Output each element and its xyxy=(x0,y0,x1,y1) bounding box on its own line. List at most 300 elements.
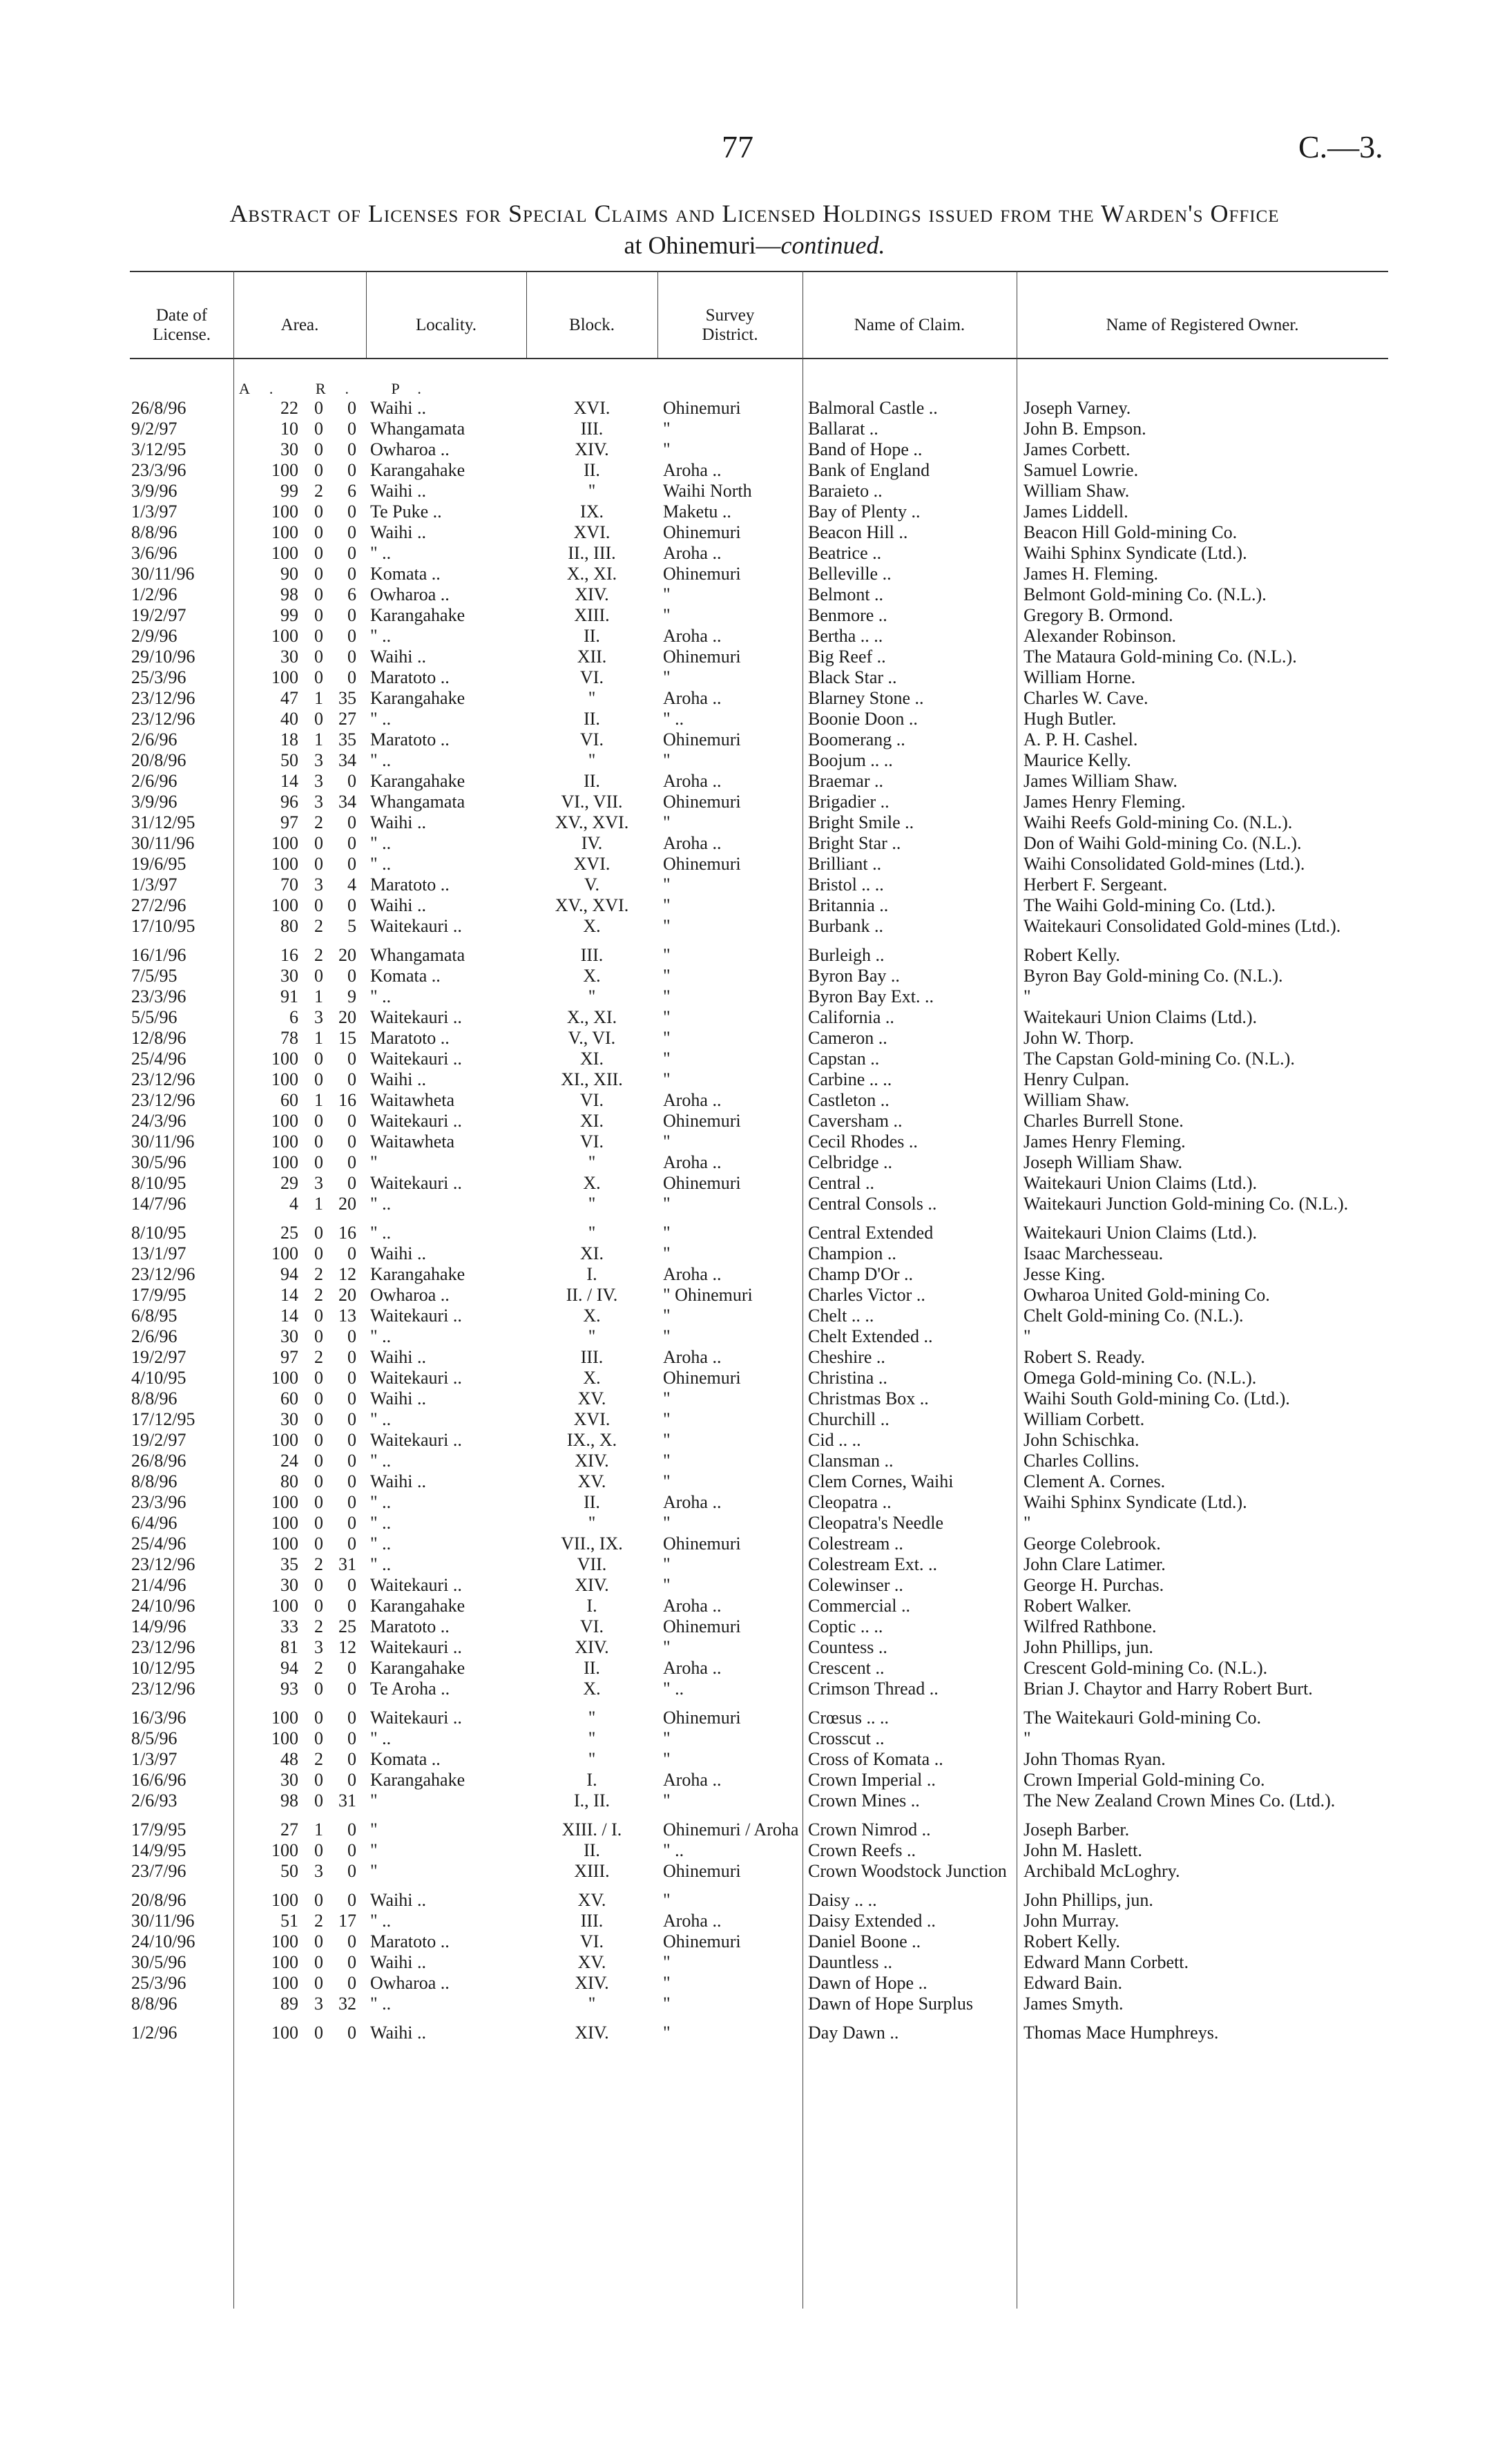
header-survey-district: Survey District. xyxy=(702,306,758,344)
table-row xyxy=(130,1028,1388,1049)
cell-block: " xyxy=(588,1728,596,1748)
table-row xyxy=(130,729,1388,750)
cell-acres: 100 xyxy=(271,895,298,915)
cell-date: 30/11/96 xyxy=(131,1131,195,1152)
cell-survey-district: Waihi North xyxy=(663,481,752,501)
cell-area xyxy=(233,966,366,986)
cell-block: X. xyxy=(583,1306,601,1326)
cell-locality: Owharoa .. xyxy=(370,1973,450,1993)
cell-locality: Karangahake xyxy=(370,605,465,625)
cell-survey-district: Aroha .. xyxy=(663,688,722,708)
cell-claim-name: Colestream Ext. .. xyxy=(808,1554,938,1574)
cell-locality: " xyxy=(370,1840,378,1860)
cell-owner-name: " xyxy=(1023,1513,1031,1533)
cell-survey-district: " xyxy=(663,1430,671,1450)
cell-perches: 0 xyxy=(347,1596,356,1616)
cell-locality: Waihi .. xyxy=(370,2023,426,2043)
cell-date: 23/12/96 xyxy=(131,1264,195,1284)
cell-claim-name: Carbine .. .. xyxy=(808,1069,892,1089)
cell-survey-district: " xyxy=(663,1194,671,1214)
cell-date: 23/12/96 xyxy=(131,1637,195,1657)
cell-locality: Waihi .. xyxy=(370,1388,426,1408)
cell-area xyxy=(233,945,366,966)
cell-perches: 0 xyxy=(347,1749,356,1769)
cell-block: XV. xyxy=(577,1471,606,1491)
cell-locality: " .. xyxy=(370,1492,392,1512)
cell-acres: 100 xyxy=(271,1152,298,1172)
cell-block: XIV. xyxy=(575,1637,609,1657)
cell-roods: 0 xyxy=(314,1973,323,1993)
table-row xyxy=(130,502,1388,522)
cell-claim-name: Cameron .. xyxy=(808,1028,887,1048)
cell-roods: 1 xyxy=(314,986,323,1006)
cell-survey-district: " xyxy=(663,1637,671,1657)
cell-date: 16/1/96 xyxy=(131,945,186,965)
cell-acres: 97 xyxy=(280,812,298,832)
cell-survey-district: Ohinemuri / Aroha xyxy=(663,1820,799,1840)
cell-owner-name: The Waitekauri Gold-mining Co. xyxy=(1023,1708,1262,1728)
cell-roods: 0 xyxy=(314,1492,323,1512)
cell-survey-district: " xyxy=(663,1554,671,1574)
cell-date: 3/6/96 xyxy=(131,543,177,563)
table-row xyxy=(130,626,1388,647)
cell-perches: 0 xyxy=(347,1451,356,1471)
cell-date: 16/3/96 xyxy=(131,1708,186,1728)
cell-area xyxy=(233,1471,366,1492)
table-row xyxy=(130,1708,1388,1728)
cell-perches: 15 xyxy=(338,1028,356,1048)
cell-area xyxy=(233,1770,366,1790)
cell-owner-name: Wilfred Rathbone. xyxy=(1023,1616,1157,1636)
cell-survey-district: " xyxy=(663,1790,671,1811)
table-row xyxy=(130,1368,1388,1388)
cell-owner-name: The Mataura Gold-mining Co. (N.L.). xyxy=(1023,647,1297,667)
cell-perches: 0 xyxy=(347,502,356,522)
cell-area xyxy=(233,647,366,667)
cell-survey-district: Aroha .. xyxy=(663,1911,722,1931)
cell-perches: 0 xyxy=(347,1770,356,1790)
cell-claim-name: Cleopatra .. xyxy=(808,1492,892,1512)
cell-survey-district: Aroha .. xyxy=(663,1347,722,1367)
cell-perches: 16 xyxy=(338,1090,356,1110)
cell-locality: " .. xyxy=(370,1728,392,1748)
cell-date: 7/5/95 xyxy=(131,966,177,986)
cell-date: 30/11/96 xyxy=(131,1911,195,1931)
cell-perches: 0 xyxy=(347,419,356,439)
cell-survey-district: " xyxy=(663,1409,671,1429)
table-row xyxy=(130,1069,1388,1090)
table-row xyxy=(130,812,1388,833)
cell-date: 30/11/96 xyxy=(131,833,195,853)
cell-claim-name: Beatrice .. xyxy=(808,543,882,563)
cell-date: 8/5/96 xyxy=(131,1728,177,1748)
cell-claim-name: Churchill .. xyxy=(808,1409,890,1429)
table-row xyxy=(130,1575,1388,1596)
cell-roods: 2 xyxy=(314,812,323,832)
cell-owner-name: William Shaw. xyxy=(1023,1090,1130,1110)
cell-acres: 94 xyxy=(280,1658,298,1678)
cell-owner-name: Joseph William Shaw. xyxy=(1023,1152,1183,1172)
cell-owner-name: Isaac Marchesseau. xyxy=(1023,1243,1164,1263)
cell-claim-name: Cid .. .. xyxy=(808,1430,861,1450)
cell-perches: 0 xyxy=(347,460,356,480)
table-title xyxy=(0,198,1509,261)
table-row xyxy=(130,564,1388,584)
cell-roods: 0 xyxy=(314,626,323,646)
cell-perches: 0 xyxy=(347,1409,356,1429)
cell-owner-name: John M. Haslett. xyxy=(1023,1840,1142,1860)
cell-perches: 20 xyxy=(338,1194,356,1214)
cell-locality: " .. xyxy=(370,709,392,729)
cell-roods: 0 xyxy=(314,1471,323,1491)
cell-perches: 0 xyxy=(347,647,356,667)
cell-date: 3/9/96 xyxy=(131,481,177,501)
cell-roods: 3 xyxy=(314,1861,323,1881)
cell-block: " xyxy=(588,1994,596,2014)
cell-block: " xyxy=(588,1152,596,1172)
cell-date: 4/10/95 xyxy=(131,1368,186,1388)
cell-acres: 100 xyxy=(271,1973,298,1993)
cell-acres: 100 xyxy=(271,1596,298,1616)
cell-area xyxy=(233,1028,366,1049)
cell-claim-name: Boomerang .. xyxy=(808,729,905,749)
cell-survey-district: Ohinemuri xyxy=(663,522,741,542)
cell-acres: 100 xyxy=(271,1931,298,1951)
cell-area xyxy=(233,1911,366,1931)
table-row xyxy=(130,1770,1388,1790)
cell-date: 25/4/96 xyxy=(131,1534,186,1554)
cell-area xyxy=(233,1194,366,1214)
cell-locality: " .. xyxy=(370,1911,392,1931)
cell-area xyxy=(233,1492,366,1513)
cell-survey-district: Ohinemuri xyxy=(663,1616,741,1636)
cell-date: 8/8/96 xyxy=(131,1994,177,2014)
cell-locality: Te Aroha .. xyxy=(370,1679,450,1699)
cell-locality: Waitekauri .. xyxy=(370,1430,462,1450)
cell-survey-district: Ohinemuri xyxy=(663,1931,741,1951)
cell-claim-name: Brilliant .. xyxy=(808,854,882,874)
cell-survey-district: " xyxy=(663,1388,671,1408)
cell-area xyxy=(233,1616,366,1637)
cell-perches: 0 xyxy=(347,1326,356,1346)
cell-block: XIII. xyxy=(574,1861,610,1881)
cell-owner-name: Brian J. Chaytor and Harry Robert Burt. xyxy=(1023,1679,1313,1699)
cell-acres: 78 xyxy=(280,1028,298,1048)
table-row xyxy=(130,771,1388,792)
cell-survey-district: Aroha .. xyxy=(663,833,722,853)
cell-roods: 0 xyxy=(314,1111,323,1131)
cell-date: 14/9/95 xyxy=(131,1840,186,1860)
cell-area xyxy=(233,729,366,750)
table-row xyxy=(130,1285,1388,1306)
cell-locality: Owharoa .. xyxy=(370,1285,450,1305)
cell-block: XV., XVI. xyxy=(555,812,629,832)
cell-date: 21/4/96 xyxy=(131,1575,186,1595)
cell-locality: Karangahake xyxy=(370,460,465,480)
cell-date: 23/7/96 xyxy=(131,1861,186,1881)
cell-date: 1/2/96 xyxy=(131,584,177,604)
cell-survey-district: " .. xyxy=(663,709,684,729)
cell-survey-district: " xyxy=(663,945,671,965)
cell-locality: Waihi .. xyxy=(370,647,426,667)
cell-perches: 0 xyxy=(347,1820,356,1840)
cell-owner-name: James Henry Fleming. xyxy=(1023,1131,1186,1152)
cell-perches: 0 xyxy=(347,398,356,418)
cell-area xyxy=(233,1223,366,1243)
cell-date: 3/12/95 xyxy=(131,439,186,459)
cell-area xyxy=(233,1575,366,1596)
cell-locality: Maratoto .. xyxy=(370,1028,450,1048)
table-row xyxy=(130,1152,1388,1173)
cell-perches: 0 xyxy=(347,626,356,646)
cell-acres: 93 xyxy=(280,1679,298,1699)
cell-perches: 25 xyxy=(338,1616,356,1636)
cell-claim-name: Crown Imperial .. xyxy=(808,1770,936,1790)
cell-locality: " .. xyxy=(370,1513,392,1533)
cell-survey-district: Ohinemuri xyxy=(663,854,741,874)
cell-roods: 1 xyxy=(314,688,323,708)
cell-owner-name: Waihi Reefs Gold-mining Co. (N.L.). xyxy=(1023,812,1293,832)
cell-owner-name: Hugh Butler. xyxy=(1023,709,1117,729)
cell-date: 30/11/96 xyxy=(131,564,195,584)
cell-acres: 100 xyxy=(271,626,298,646)
cell-claim-name: Dawn of Hope .. xyxy=(808,1973,927,1993)
cell-claim-name: Beacon Hill .. xyxy=(808,522,908,542)
table-row xyxy=(130,833,1388,854)
cell-block: X. xyxy=(583,1368,601,1388)
cell-perches: 6 xyxy=(347,584,356,604)
cell-roods: 0 xyxy=(314,1069,323,1089)
cell-block: " xyxy=(588,481,596,501)
cell-owner-name: William Corbett. xyxy=(1023,1409,1145,1429)
cell-date: 19/2/97 xyxy=(131,605,186,625)
cell-perches: 31 xyxy=(338,1790,356,1811)
cell-claim-name: Christmas Box .. xyxy=(808,1388,929,1408)
cell-area xyxy=(233,1513,366,1534)
cell-locality: Komata .. xyxy=(370,1749,441,1769)
cell-acres: 100 xyxy=(271,460,298,480)
cell-area xyxy=(233,916,366,937)
cell-roods: 0 xyxy=(314,1223,323,1243)
cell-date: 23/12/96 xyxy=(131,1554,195,1574)
cell-block: XIV. xyxy=(575,1451,609,1471)
cell-owner-name: Waihi Consolidated Gold-mines (Ltd.). xyxy=(1023,854,1305,874)
cell-locality: Karangahake xyxy=(370,1264,465,1284)
cell-date: 31/12/95 xyxy=(131,812,195,832)
table-row xyxy=(130,1194,1388,1214)
table-row xyxy=(130,1049,1388,1069)
cell-area xyxy=(233,812,366,833)
cell-area xyxy=(233,875,366,895)
cell-block: " xyxy=(588,1194,596,1214)
cell-roods: 0 xyxy=(314,1409,323,1429)
table-row xyxy=(130,1952,1388,1973)
cell-block: VI. xyxy=(580,1931,604,1951)
cell-block: XVI. xyxy=(573,398,611,418)
cell-locality: Maratoto .. xyxy=(370,1616,450,1636)
cell-claim-name: Balmoral Castle .. xyxy=(808,398,938,418)
cell-area xyxy=(233,1243,366,1264)
cell-area xyxy=(233,1534,366,1554)
cell-roods: 0 xyxy=(314,1952,323,1972)
cell-roods: 0 xyxy=(314,1575,323,1595)
cell-block: II. xyxy=(584,771,600,791)
cell-block: I. xyxy=(586,1264,597,1284)
cell-area xyxy=(233,605,366,626)
cell-block: " xyxy=(588,1326,596,1346)
cell-survey-district: " xyxy=(663,1471,671,1491)
cell-perches: 0 xyxy=(347,1658,356,1678)
cell-acres: 100 xyxy=(271,1513,298,1533)
cell-locality: " .. xyxy=(370,626,392,646)
cell-locality: Waitawheta xyxy=(370,1131,455,1152)
cell-block: XIV. xyxy=(575,1973,609,1993)
cell-survey-district: Ohinemuri xyxy=(663,1173,741,1193)
table-row xyxy=(130,398,1388,419)
cell-claim-name: Burbank .. xyxy=(808,916,884,936)
cell-perches: 0 xyxy=(347,605,356,625)
cell-claim-name: Coptic .. .. xyxy=(808,1616,883,1636)
cell-survey-district: " xyxy=(663,1513,671,1533)
cell-locality: Waitekauri .. xyxy=(370,1306,462,1326)
cell-survey-district: " xyxy=(663,2023,671,2043)
cell-owner-name: William Shaw. xyxy=(1023,481,1130,501)
cell-acres: 30 xyxy=(280,439,298,459)
cell-claim-name: Daisy .. .. xyxy=(808,1890,877,1910)
cell-area xyxy=(233,584,366,605)
cell-acres: 100 xyxy=(271,1952,298,1972)
row-spacer xyxy=(130,2014,1388,2023)
cell-block: II. xyxy=(584,1658,600,1678)
cell-perches: 0 xyxy=(347,564,356,584)
cell-owner-name: Waihi Sphinx Syndicate (Ltd.). xyxy=(1023,543,1247,563)
cell-survey-district: Aroha .. xyxy=(663,460,722,480)
cell-locality: Waihi .. xyxy=(370,1243,426,1263)
cell-date: 6/4/96 xyxy=(131,1513,177,1533)
cell-block: XIII. / I. xyxy=(561,1820,622,1840)
cell-date: 19/2/97 xyxy=(131,1430,186,1450)
cell-survey-district: Ohinemuri xyxy=(663,1708,741,1728)
cell-survey-district: " xyxy=(663,986,671,1006)
cell-locality: " .. xyxy=(370,1194,392,1214)
cell-locality: Waihi .. xyxy=(370,481,426,501)
cell-owner-name: Beacon Hill Gold-mining Co. xyxy=(1023,522,1238,542)
cell-locality: " xyxy=(370,1820,378,1840)
cell-area xyxy=(233,771,366,792)
cell-survey-district: Ohinemuri xyxy=(663,1368,741,1388)
cell-area xyxy=(233,1861,366,1882)
cell-date: 23/12/96 xyxy=(131,1679,195,1699)
cell-acres: 30 xyxy=(280,1326,298,1346)
cell-block: XI. xyxy=(580,1111,604,1131)
cell-acres: 60 xyxy=(280,1388,298,1408)
cell-survey-district: Ohinemuri xyxy=(663,564,741,584)
cell-block: VII. xyxy=(577,1554,607,1574)
cell-acres: 100 xyxy=(271,2023,298,2043)
cell-perches: 20 xyxy=(338,945,356,965)
cell-acres: 24 xyxy=(280,1451,298,1471)
cell-block: " xyxy=(588,750,596,770)
cell-claim-name: Chelt Extended .. xyxy=(808,1326,933,1346)
cell-claim-name: Colewinser .. xyxy=(808,1575,903,1595)
cell-roods: 0 xyxy=(314,1534,323,1554)
cell-area xyxy=(233,1994,366,2014)
cell-owner-name: Waitekauri Consolidated Gold-mines (Ltd.). xyxy=(1023,916,1341,936)
cell-claim-name: Dawn of Hope Surplus xyxy=(808,1994,974,2014)
cell-claim-name: California .. xyxy=(808,1007,894,1027)
cell-claim-name: Crown Reefs .. xyxy=(808,1840,916,1860)
cell-acres: 51 xyxy=(280,1911,298,1931)
cell-owner-name: Waitekauri Union Claims (Ltd.). xyxy=(1023,1223,1257,1243)
cell-claim-name: Caversham .. xyxy=(808,1111,903,1131)
cell-block: " xyxy=(588,1513,596,1533)
cell-perches: 5 xyxy=(347,916,356,936)
table-row xyxy=(130,1388,1388,1409)
cell-owner-name: Belmont Gold-mining Co. (N.L.). xyxy=(1023,584,1267,604)
cell-area xyxy=(233,1840,366,1861)
cell-claim-name: Crown Mines .. xyxy=(808,1790,920,1811)
cell-owner-name: Owharoa United Gold-mining Co. xyxy=(1023,1285,1270,1305)
cell-date: 25/3/96 xyxy=(131,1973,186,1993)
cell-owner-name: Samuel Lowrie. xyxy=(1023,460,1139,480)
cell-acres: 90 xyxy=(280,564,298,584)
cell-survey-district: Ohinemuri xyxy=(663,1861,741,1881)
cell-acres: 89 xyxy=(280,1994,298,2014)
cell-block: II. xyxy=(584,1492,600,1512)
cell-owner-name: Crown Imperial Gold-mining Co. xyxy=(1023,1770,1265,1790)
cell-survey-district: " xyxy=(663,584,671,604)
cell-survey-district: Aroha .. xyxy=(663,1770,722,1790)
cell-roods: 0 xyxy=(314,854,323,874)
title-line-2: at Ohinemuri—continued. xyxy=(624,231,885,259)
cell-perches: 0 xyxy=(347,1952,356,1972)
cell-acres: 100 xyxy=(271,522,298,542)
cell-locality: Karangahake xyxy=(370,688,465,708)
cell-survey-district: " xyxy=(663,439,671,459)
cell-area xyxy=(233,2023,366,2043)
cell-owner-name: James Henry Fleming. xyxy=(1023,792,1186,812)
cell-block: XII. xyxy=(577,647,607,667)
table-row xyxy=(130,1931,1388,1952)
cell-acres: 16 xyxy=(280,945,298,965)
cell-survey-district: Ohinemuri xyxy=(663,1534,741,1554)
cell-survey-district: " xyxy=(663,1028,671,1048)
cell-claim-name: Cecil Rhodes .. xyxy=(808,1131,918,1152)
cell-locality: Waitekauri .. xyxy=(370,1368,462,1388)
cell-survey-district: " xyxy=(663,1243,671,1263)
cell-survey-district: Aroha .. xyxy=(663,543,722,563)
cell-block: X. xyxy=(583,966,601,986)
table-row xyxy=(130,1347,1388,1368)
cell-owner-name: Herbert F. Sergeant. xyxy=(1023,875,1168,895)
cell-perches: 0 xyxy=(347,1931,356,1951)
table-row xyxy=(130,439,1388,460)
cell-date: 25/3/96 xyxy=(131,667,186,687)
cell-date: 23/12/96 xyxy=(131,1069,195,1089)
cell-claim-name: Burleigh .. xyxy=(808,945,885,965)
cell-acres: 97 xyxy=(280,1347,298,1367)
cell-owner-name: John Clare Latimer. xyxy=(1023,1554,1166,1574)
cell-date: 2/9/96 xyxy=(131,626,177,646)
table-row xyxy=(130,584,1388,605)
cell-roods: 2 xyxy=(314,1616,323,1636)
cell-block: III. xyxy=(580,945,604,965)
table-row xyxy=(130,605,1388,626)
cell-date: 17/9/95 xyxy=(131,1285,186,1305)
cell-survey-district: Aroha .. xyxy=(663,1264,722,1284)
cell-roods: 0 xyxy=(314,1306,323,1326)
cell-claim-name: Dauntless .. xyxy=(808,1952,893,1972)
